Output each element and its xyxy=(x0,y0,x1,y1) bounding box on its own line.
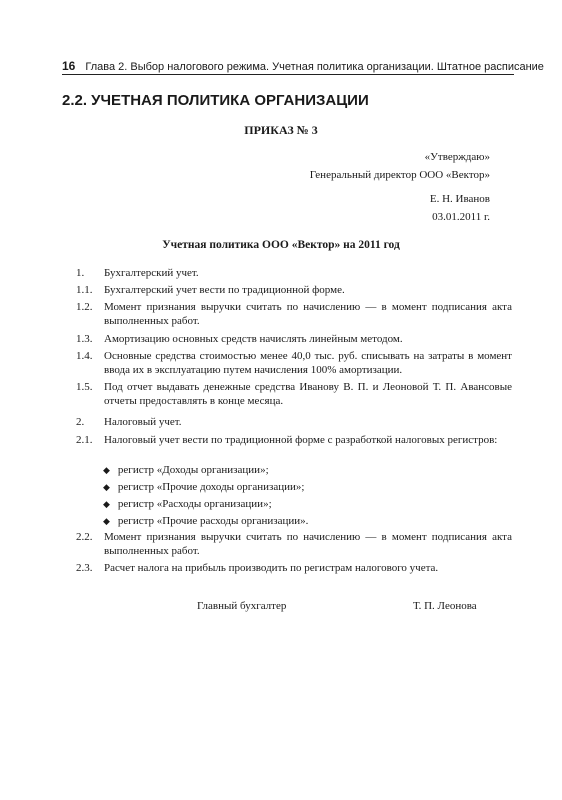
diamond-bullet-icon: ◆ xyxy=(103,516,110,526)
item-number: 2.3. xyxy=(76,562,93,574)
order-title: ПРИКАЗ № 3 xyxy=(244,123,318,137)
item-text: Амортизацию основных средств начислять линейным методом. xyxy=(104,333,403,345)
item-text: Основные средства стоимостью менее 40,0 тыс. руб. списывать на затраты в момент ввода их в эксплуатацию путем начисления 100% амортизации. xyxy=(104,350,512,376)
item-text: Бухгалтерский учет. xyxy=(104,267,199,279)
signature-position: Главный бухгалтер xyxy=(197,600,287,612)
register-text: регистр «Доходы организации»; xyxy=(117,464,269,476)
item-number: 1.2. xyxy=(76,301,93,313)
register-item xyxy=(103,514,308,528)
list-item xyxy=(76,300,512,328)
approval-stamp: «Утверждаю» xyxy=(424,151,490,163)
item-text: Под отчет выдавать денежные средства Иванову В. П. и Леоновой Т. П. Авансовые отчеты предоставлять в конце месяца. xyxy=(104,381,512,407)
item-text: Расчет налога на прибыль производить по регистрам налогового учета. xyxy=(104,562,439,574)
section-title: 2.2. УЧЕТНАЯ ПОЛИТИКА ОРГАНИЗАЦИИ xyxy=(62,92,369,109)
signature-name: Т. П. Леонова xyxy=(413,600,477,612)
diamond-bullet-icon: ◆ xyxy=(103,465,110,475)
item-number: 1.4. xyxy=(76,350,93,362)
list-item xyxy=(76,332,512,346)
list-item xyxy=(76,433,512,447)
item-text: Момент признания выручки считать по начислению — в момент подписания акта выполненных работ. xyxy=(104,301,512,327)
item-text: Налоговый учет. xyxy=(104,416,182,428)
item-number: 1.1. xyxy=(76,284,93,296)
list-item xyxy=(76,561,512,575)
list-item xyxy=(76,349,512,377)
item-number: 1.3. xyxy=(76,333,93,345)
register-text: регистр «Расходы организации»; xyxy=(117,498,272,510)
register-item xyxy=(103,497,272,511)
item-number: 2. xyxy=(76,416,85,428)
register-text: регистр «Прочие доходы организации»; xyxy=(117,481,305,493)
item-number: 2.1. xyxy=(76,434,93,446)
header-divider xyxy=(62,74,514,75)
register-item xyxy=(103,480,304,494)
approval-position: Генеральный директор ООО «Вектор» xyxy=(309,169,490,181)
running-title: Глава 2. Выбор налогового режима. Учетная политика организации. Штатное расписание xyxy=(85,61,544,73)
item-text: Бухгалтерский учет вести по традиционной форме. xyxy=(104,284,345,296)
item-number: 2.2. xyxy=(76,531,93,543)
running-header xyxy=(62,59,544,73)
item-text: Момент признания выручки считать по начислению — в момент подписания акта выполненных работ. xyxy=(104,531,512,557)
item-text: Налоговый учет вести по традиционной форме с разработкой налоговых регистров: xyxy=(104,434,498,446)
list-item xyxy=(76,415,512,429)
diamond-bullet-icon: ◆ xyxy=(103,482,110,492)
register-item xyxy=(103,463,269,477)
list-item xyxy=(76,530,512,558)
list-item xyxy=(76,266,512,280)
diamond-bullet-icon: ◆ xyxy=(103,499,110,509)
list-item xyxy=(76,283,512,297)
page-number: 16 xyxy=(62,59,76,73)
item-number: 1. xyxy=(76,267,85,279)
register-text: регистр «Прочие расходы организации». xyxy=(117,515,309,527)
document-title: Учетная политика ООО «Вектор» на 2011 год xyxy=(162,239,400,251)
approval-date: 03.01.2011 г. xyxy=(432,211,490,223)
item-number: 1.5. xyxy=(76,381,93,393)
approval-name: Е. Н. Иванов xyxy=(429,193,490,205)
list-item xyxy=(76,380,512,408)
